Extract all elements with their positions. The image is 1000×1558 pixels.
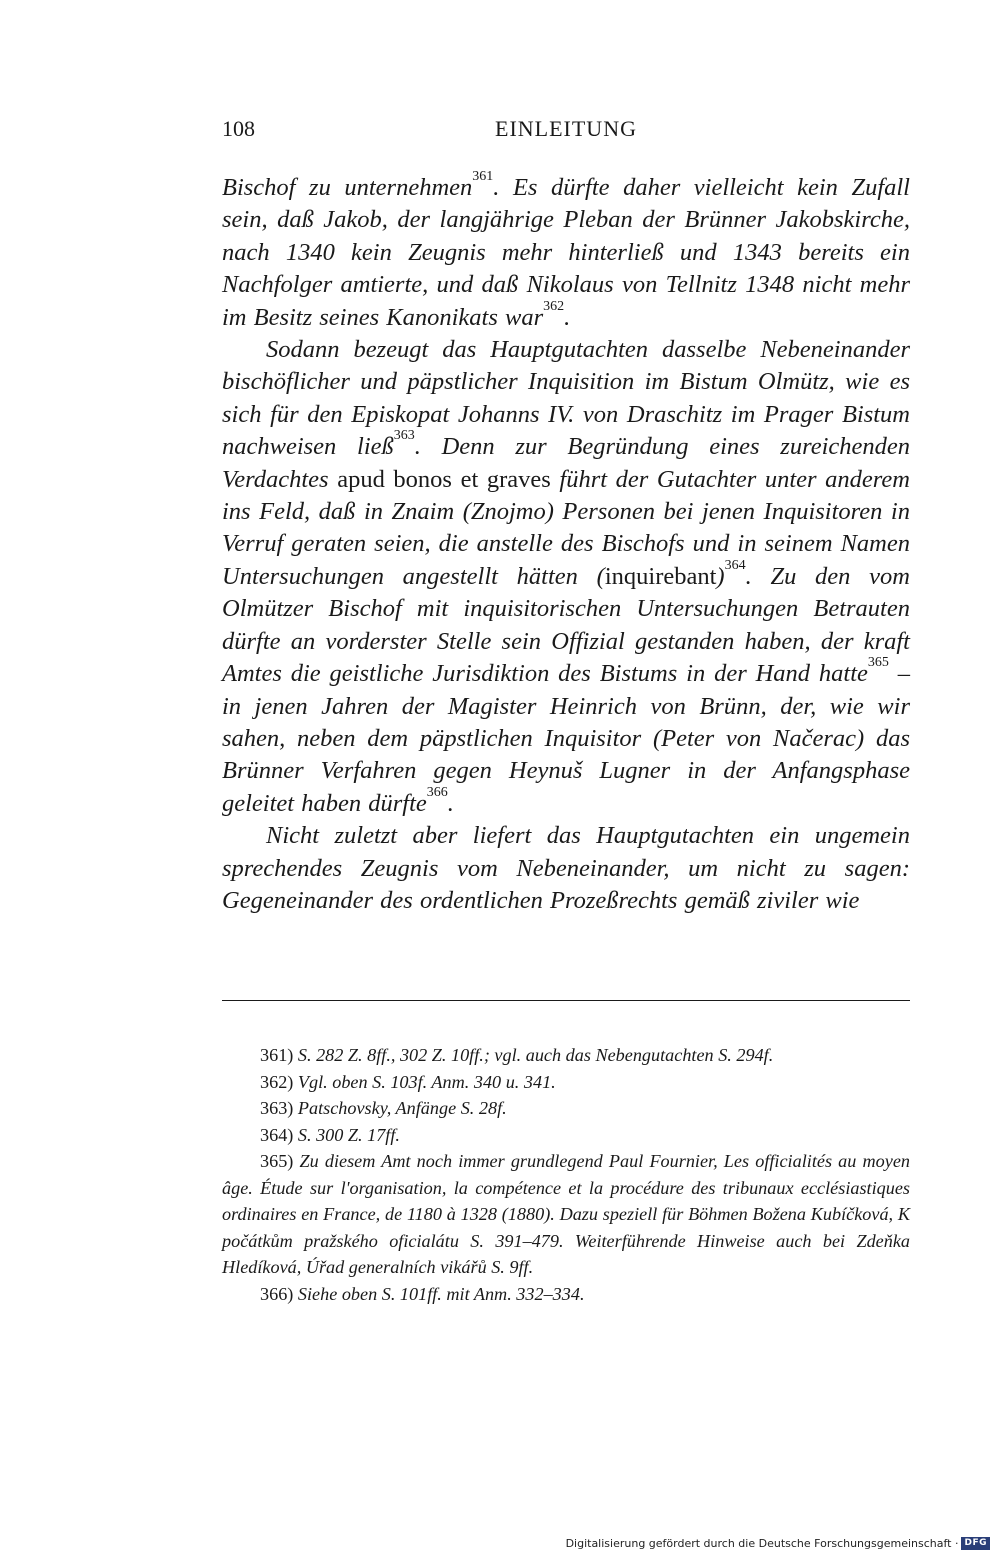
running-head: EINLEITUNG [495, 116, 637, 141]
text-run: . Zu den vom Olmützer Bischof mit inquisitorischen Untersuchungen Betrauten dürfte an vorderster Stelle sein Offizial gestanden haben, der kraft Amtes die geistliche Jurisdiktion des Bistums in der Hand hatte [222, 562, 910, 688]
main-text [222, 169, 911, 917]
footnote-number: 363) [260, 1098, 294, 1118]
footnote-364 [222, 1122, 910, 1149]
funding-notice [566, 1536, 990, 1550]
paragraph-1 [222, 169, 910, 334]
footnote-text: Patschovsky, Anfänge S. 28f. [297, 1098, 507, 1118]
text-run: Bischof zu unternehmen [222, 174, 473, 201]
text-run: – in jenen Jahren der Magister Heinrich von Brünn, der, wie wir sahen, neben dem päpstlichen Inquisitor (Peter von Načerac) das Brünner Verfahren gegen Heynuš Lugner in der Anfangsphase geleitet haben dürfte [222, 660, 911, 817]
text-run: . [447, 789, 454, 817]
text-run: Sodann bezeugt das Hauptgutachten dasselbe Nebeneinander bischöflicher und päpstlicher Inquisition im Bistum Olmütz, wie es sich für den Episkopat Johanns IV. von Draschitz im Prager Bistum nachweisen ließ [222, 336, 910, 461]
text-run: Nicht zuletzt aber liefert das Hauptgutachten ein ungemein sprechendes Zeugnis vom Nebeneinander, um nicht zu sagen: Gegeneinander des ordentlichen Prozeßrechts gemäß ziviler wie [222, 822, 910, 914]
text-run: . Es dürfte daher vielleicht kein Zufall sein, daß Jakob, der langjährige Pleban der Brünner Jakobskirche, nach 1340 kein Zeugnis mehr hinterließ und 1343 bereits ein Nachfolger amtierte, und daß Nikolaus von Tellnitz 1348 nicht mehr im Besitz seines Kanonikats war [222, 174, 910, 331]
footnote-divider [222, 1000, 910, 1001]
footnote-number: 361) [260, 1045, 294, 1065]
dfg-logo: DFG [961, 1537, 990, 1550]
footnote-text: Siehe oben S. 101ff. mit Anm. 332–334. [297, 1283, 585, 1304]
page-header [222, 116, 910, 150]
footnote-number: 365) [260, 1151, 294, 1171]
text-run: . Denn zur Begründung eines zureichenden Verdachtes [222, 433, 910, 493]
footnote-ref-361: 361 [472, 169, 494, 184]
footnote-text: S. 282 Z. 8ff., 302 Z. 10ff.; vgl. auch das Nebengutachten S. 294f. [297, 1045, 774, 1065]
text-run: ) [716, 562, 725, 590]
footnote-ref-365: 365 [867, 655, 889, 671]
paragraph-3 [222, 820, 910, 917]
footnote-text: S. 300 Z. 17ff. [297, 1124, 400, 1145]
footnote-361 [222, 1042, 910, 1069]
latin-quote: apud bonos et graves [337, 465, 551, 493]
footnote-ref-363: 363 [393, 428, 415, 444]
footnote-number: 364) [260, 1124, 294, 1145]
footnote-ref-364: 364 [724, 557, 746, 573]
text-run: . [564, 303, 571, 331]
footnote-366 [222, 1281, 910, 1308]
footnote-363 [222, 1095, 910, 1122]
funding-text: Digitalisierung gefördert durch die Deutsche Forschungsgemeinschaft · [565, 1536, 959, 1550]
footnote-365 [222, 1148, 910, 1281]
text-run: führt der Gutachter unter anderem ins Feld, daß in Znaim (Znojmo) Personen bei jenen Inquisitoren in Verruf geraten seien, die anstelle des Bischofs und in seinem Namen Untersuchungen angestellt hätten ( [222, 465, 910, 590]
footnote-ref-366: 366 [426, 784, 448, 800]
page-number: 108 [222, 116, 255, 141]
footnote-number: 362) [260, 1071, 294, 1092]
footnote-362 [222, 1069, 910, 1096]
footnote-number: 366) [260, 1283, 294, 1304]
latin-quote: inquirebant [604, 562, 717, 590]
footnote-ref-362: 362 [543, 298, 565, 314]
footnote-text: Vgl. oben S. 103f. Anm. 340 u. 341. [297, 1071, 556, 1092]
paragraph-2 [222, 334, 910, 820]
footnotes [222, 1042, 910, 1307]
footnote-text: Zu diesem Amt noch immer grundlegend Paul Fournier, Les officialités au moyen âge. Étude sur l'organisation, la compétence et la procédure des tribunaux ecclésiastiques ordinaires en France, de 1180 à 1328 (1880). Dazu speziell für Böhmen Božena Kubíčková, K počátkům pražského oficialátu S. 391–479. Weiterführende Hinweise auch bei Zdeňka Hledíková, Úřad generalních vikářů S. 9ff. [222, 1151, 910, 1277]
